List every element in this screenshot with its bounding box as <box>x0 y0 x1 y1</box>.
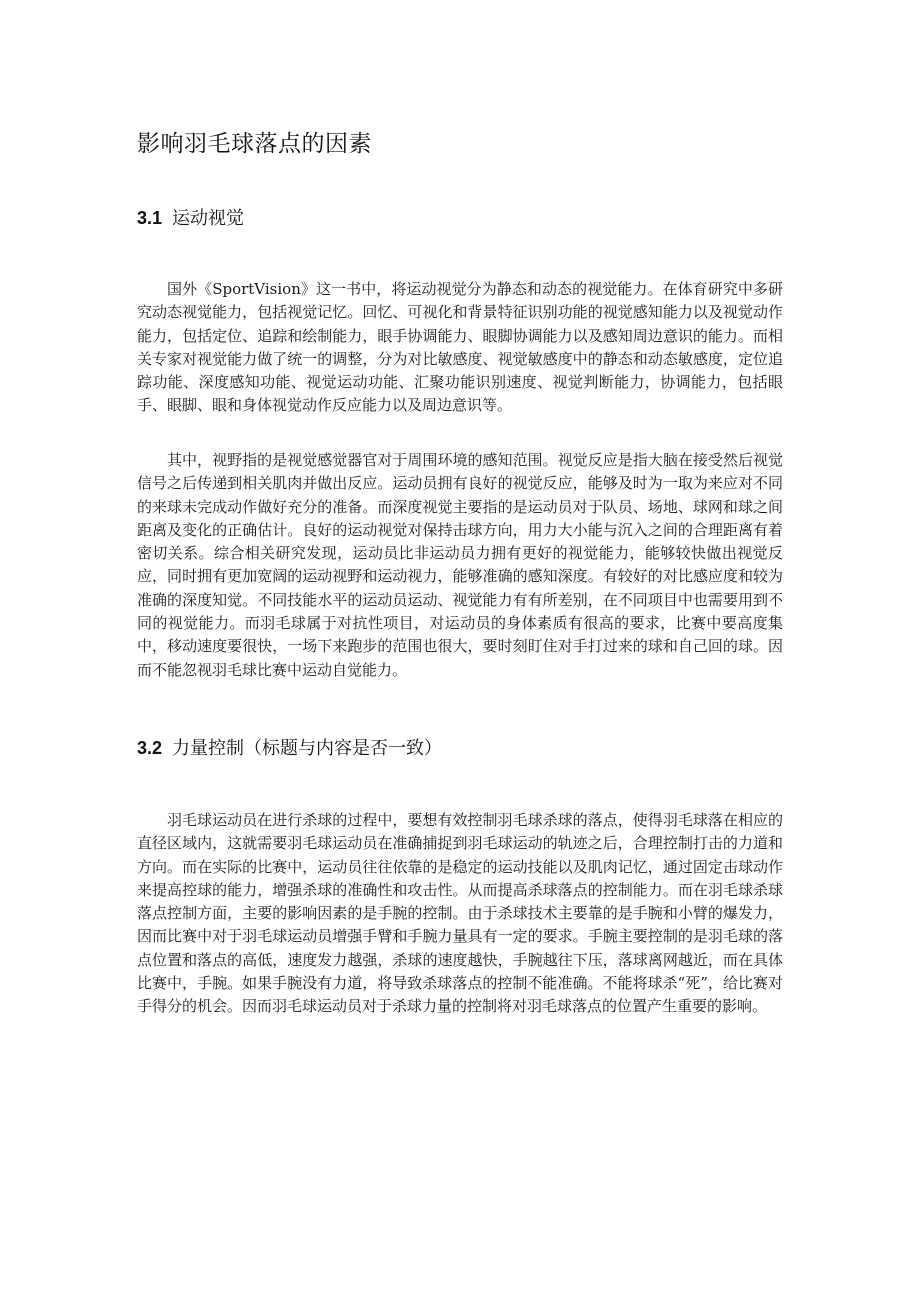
section-heading-text: 运动视觉 <box>172 208 245 229</box>
section-3-1-paragraph-2: 其中，视野指的是视觉感觉器官对于周围环境的感知范围。视觉反应是指大脑在接受然后视觉信号之后传递到相关肌肉并做出反应。运动员拥有良好的视觉反应，能够及时为一取为来应对不同的来球未完成动作做好充分的准备。而深度视觉主要指的是运动员对于队员、场地、球网和球之间距离及变化的正确估计。良好的运动视觉对保持击球方向，用力大小能与沉入之间的合理距离有着密切关系。综合相关研究发现，运动员比非运动员力拥有更好的视觉能力，能够较快做出视觉反应，同时拥有更加宽阔的运动视野和运动视力，能够准确的感知深度。有较好的对比感应度和较为准确的深度知觉。不同技能水平的运动员运动、视觉能力有有所差别，在不同项目中也需要用到不同的视觉能力。而羽毛球属于对抗性项目，对运动员的身体素质有很高的要求，比赛中要高度集中，移动速度要很快，一场下来跑步的范围也很大，要时刻盯住对手打过来的球和自己回的球。因而不能忽视羽毛球比赛中运动自觉能力。 <box>137 451 783 679</box>
document-title: 影响羽毛球落点的因素 <box>137 131 372 157</box>
section-3-2-paragraph-1: 羽毛球运动员在进行杀球的过程中，要想有效控制羽毛球杀球的落点，使得羽毛球落在相应的直径区域内，这就需要羽毛球运动员在准确捕捉到羽毛球运动的轨迹之后，合理控制打击的力道和方向。而在实际的比赛中，运动员往往依靠的是稳定的运动技能以及肌肉记忆，通过固定击球动作来提高控球的能力，增强杀球的准确性和攻击性。从而提高杀球落点的控制能力。而在羽毛球杀球落点控制方面，主要的影响因素的是手腕的控制。由于杀球技术主要靠的是手腕和小臂的爆发力，因而比赛中对于羽毛球运动员增强手臂和手腕力量具有一定的要求。手腕主要控制的是羽毛球的落点位置和落点的高低，速度发力越强，杀球的速度越快，手腕越往下压，落球离网越近，而在具体比赛中，手腕。如果手腕没有力道，将导致杀球落点的控制不能准确。不能将球杀“死”，给比赛对手得分的机会。因而羽毛球运动员对于杀球力量的控制将对羽毛球落点的位置产生重要的影响。 <box>137 811 783 1016</box>
section-3-1-paragraph-1: 国外《SportVision》这一书中，将运动视觉分为静态和动态的视觉能力。在体育研究中多研究动态视觉能力，包括视觉记忆。回忆、可视化和背景特征识别功能的视觉感知能力以及视觉动作能力，包括定位、追踪和绘制能力，眼手协调能力、眼脚协调能力以及感知周边意识的能力。而相关专家对视觉能力做了统一的调整，分为对比敏感度、视觉敏感度中的静态和动态敏感度，定位追踪功能、深度感知功能、视觉运动功能、汇聚功能识别速度、视觉判断能力，协调能力，包括眼手、眼脚、眼和身体视觉动作反应能力以及周边意识等。 <box>137 280 783 415</box>
section-heading-text: 力量控制（标题与内容是否一致） <box>172 738 443 759</box>
section-number: 3.2 <box>137 738 163 758</box>
section-number: 3.1 <box>137 208 163 228</box>
section-heading-3-2 <box>137 735 442 762</box>
section-heading-3-1 <box>137 205 244 232</box>
